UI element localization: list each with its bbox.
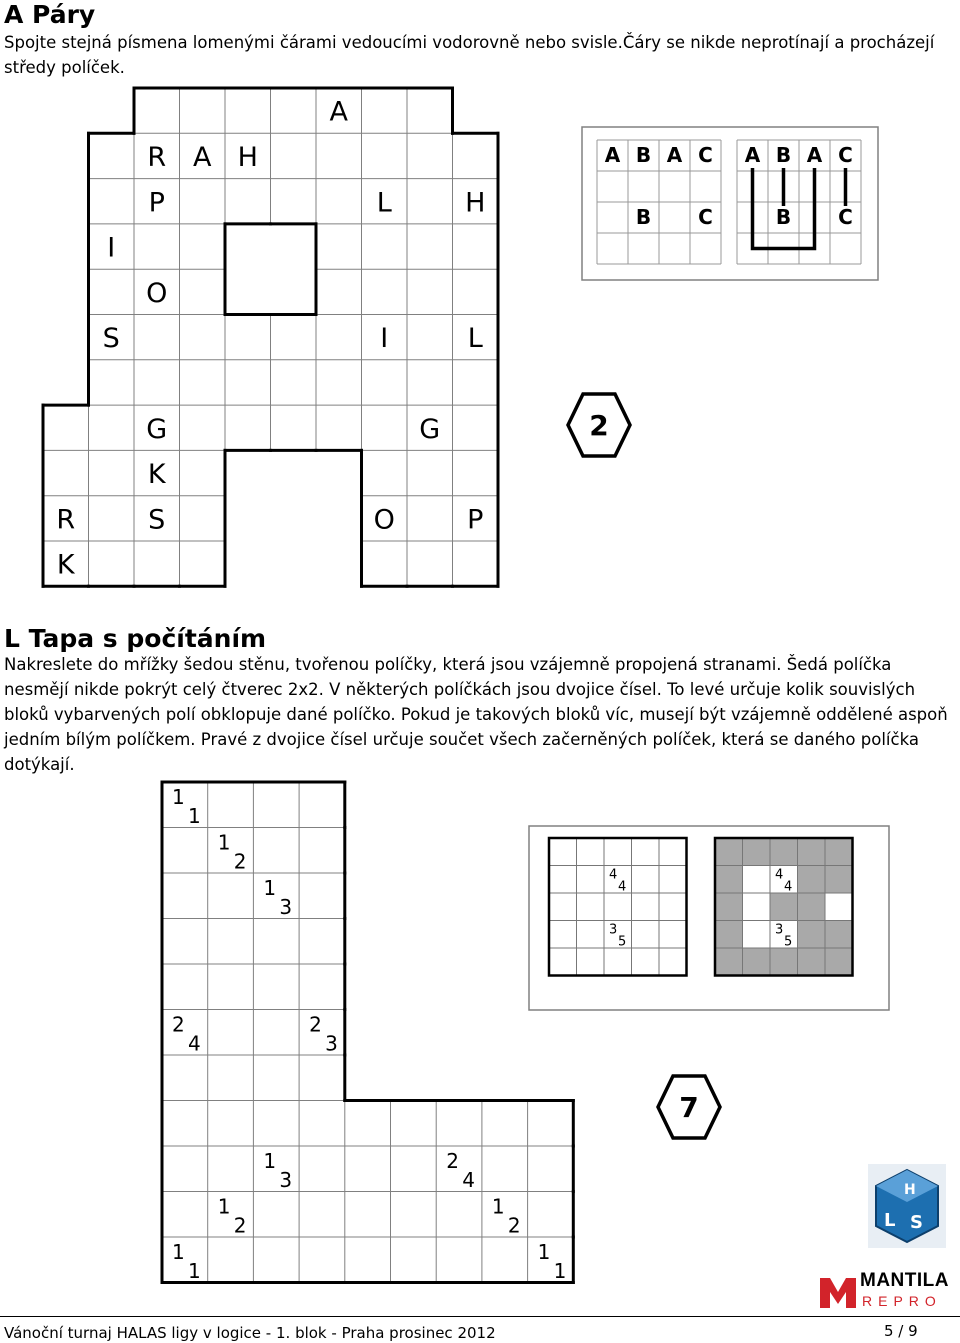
puzzle-l-instructions: Nakreslete do mřížky šedou stěnu, tvořenou políčky, která jsou vzájemně propojená stranami. Šedá políčka nesmějí nikde pokrýt celý čtverec 2x2. V některých políčkách jsou dvojice čísel. To levé určuje kolik souvislých bloků vybarvených polí obklopuje dané políčko. Pokud je takových bloků víc, musejí být vzájemně oddělené aspoň jedním bílým políčkem. Pravé z dvojice čísel určuje součet všech začerněných políček, která se daného políčka dotýkají. [4,655,948,774]
example-cell [825,921,853,949]
repro-brand: REPRO [862,1293,942,1309]
example-cell [825,893,853,921]
example-letter: B [635,143,652,167]
example-cell [549,921,577,949]
clue-left-number: 1 [172,785,185,809]
clue-left-number: 1 [263,876,277,900]
footer-rule [0,1316,960,1317]
puzzle-a-title: A Páry [4,0,96,29]
example-cell [798,921,826,949]
svg-text:S: S [910,1212,923,1233]
svg-text:L: L [884,1210,896,1231]
example-cell [715,948,743,976]
points-value: 7 [679,1091,699,1124]
example-cell [632,893,660,921]
grid-letter: H [465,187,486,219]
points-hexagon [656,1074,722,1140]
example-cell [743,921,771,949]
example-cell [604,838,632,866]
example-cell [770,838,798,866]
example-cell [715,838,743,866]
example-cell [577,948,605,976]
clue-right-number: 1 [188,804,201,828]
hls-logo [868,1164,946,1248]
grid-letter: L [467,323,483,355]
grid-letter: S [148,504,166,536]
clue-right-number: 4 [188,1031,201,1056]
example-clue-left: 3 [609,922,618,938]
example-cell [715,866,743,894]
example-cell [659,948,687,976]
example-letter: C [838,143,853,167]
clue-right-number: 1 [553,1259,567,1283]
example-cell [743,893,771,921]
example-cell [825,838,853,866]
grid-letter: A [329,96,348,128]
example-cell [549,866,577,894]
example-clue-right: 4 [618,879,627,895]
clue-left-number: 1 [537,1240,551,1264]
example-cell [743,866,771,894]
clue-right-number: 2 [233,1213,247,1238]
example-cell [825,948,853,976]
mantila-logo-mark [818,1272,858,1310]
example-cell [632,921,660,949]
puzzle-l-title: L Tapa s počítáním [4,624,267,653]
example-cell [577,838,605,866]
example-cell [577,893,605,921]
example-cell [632,838,660,866]
example-cell [659,866,687,894]
puzzle-a-instructions: Spojte stejná písmena lomenými čárami vedoucími vodorovně nebo svisle.Čáry se nikde neprotínají a procházejí středy políček. [4,33,935,77]
grid-letter: O [146,277,168,309]
example-cell [604,948,632,976]
example-letter: B [775,205,792,229]
example-cell [549,838,577,866]
grid-letter: G [146,413,168,445]
footer-page: 5 / 9 [884,1322,918,1340]
clue-right-number: 2 [507,1213,521,1238]
example-letter: A [666,143,683,167]
grid-letter: S [102,323,120,355]
clue-left-number: 2 [309,1012,322,1037]
grid-letter: K [56,549,75,581]
points-value: 2 [589,409,609,442]
grid-letter: G [419,413,441,445]
example-clue-left: 4 [775,867,784,883]
example-clue-left: 4 [609,867,618,883]
clue-right-number: 2 [233,849,247,874]
grid-letter: I [380,323,389,355]
example-cell [715,921,743,949]
footer-left: Vánoční turnaj HALAS ligy v logice - 1. blok - Praha prosinec 2012 [4,1324,496,1342]
example-cell [659,838,687,866]
example-letter: A [806,143,823,167]
example-letter: A [604,143,621,167]
example-cell [549,948,577,976]
clue-right-number: 3 [279,895,293,919]
grid-letter: H [237,141,258,173]
example-cell [743,838,771,866]
clue-left-number: 2 [446,1149,459,1173]
example-cell [798,838,826,866]
grid-letter: R [56,504,76,536]
svg-text:H: H [904,1182,916,1198]
example-cell [798,893,826,921]
example-cell [659,893,687,921]
clue-right-number: 3 [325,1031,338,1056]
example-cell [743,948,771,976]
grid-letter: P [467,504,484,536]
grid-letter: O [373,504,395,536]
clue-left-number: 1 [491,1194,505,1219]
clue-right-number: 4 [462,1168,475,1192]
example-letter: B [775,143,792,167]
example-cell [659,921,687,949]
example-cell [715,893,743,921]
example-letter: A [744,143,761,167]
grid-letter: P [148,187,165,219]
example-clue-right: 5 [618,934,627,950]
clue-left-number: 2 [172,1012,185,1037]
example-letter: C [838,205,853,229]
example-cell [577,921,605,949]
grid-letter: A [193,141,212,173]
grid-letter: L [376,187,392,219]
example-cell [549,893,577,921]
example-cell [604,893,632,921]
example-cell [770,893,798,921]
example-letter: B [635,205,652,229]
example-cell [798,948,826,976]
clue-left-number: 1 [263,1149,277,1173]
clue-left-number: 1 [172,1240,185,1264]
grid-letter: R [147,141,167,173]
example-clue-right: 5 [784,934,793,950]
clue-right-number: 1 [188,1259,201,1283]
example-letter: C [698,143,713,167]
example-cell [770,948,798,976]
example-cell [825,866,853,894]
example-clue-right: 4 [784,879,793,895]
clue-left-number: 1 [217,830,231,855]
example-clue-left: 3 [775,922,784,938]
example-cell [632,948,660,976]
example-cell [632,866,660,894]
grid-letter: I [107,232,116,264]
example-cell [798,866,826,894]
example-letter: C [698,205,713,229]
example-cell [577,866,605,894]
clue-right-number: 3 [279,1168,293,1192]
mantila-brand: MANTILA [860,1270,949,1291]
grid-letter: K [147,459,166,491]
clue-left-number: 1 [217,1194,231,1219]
